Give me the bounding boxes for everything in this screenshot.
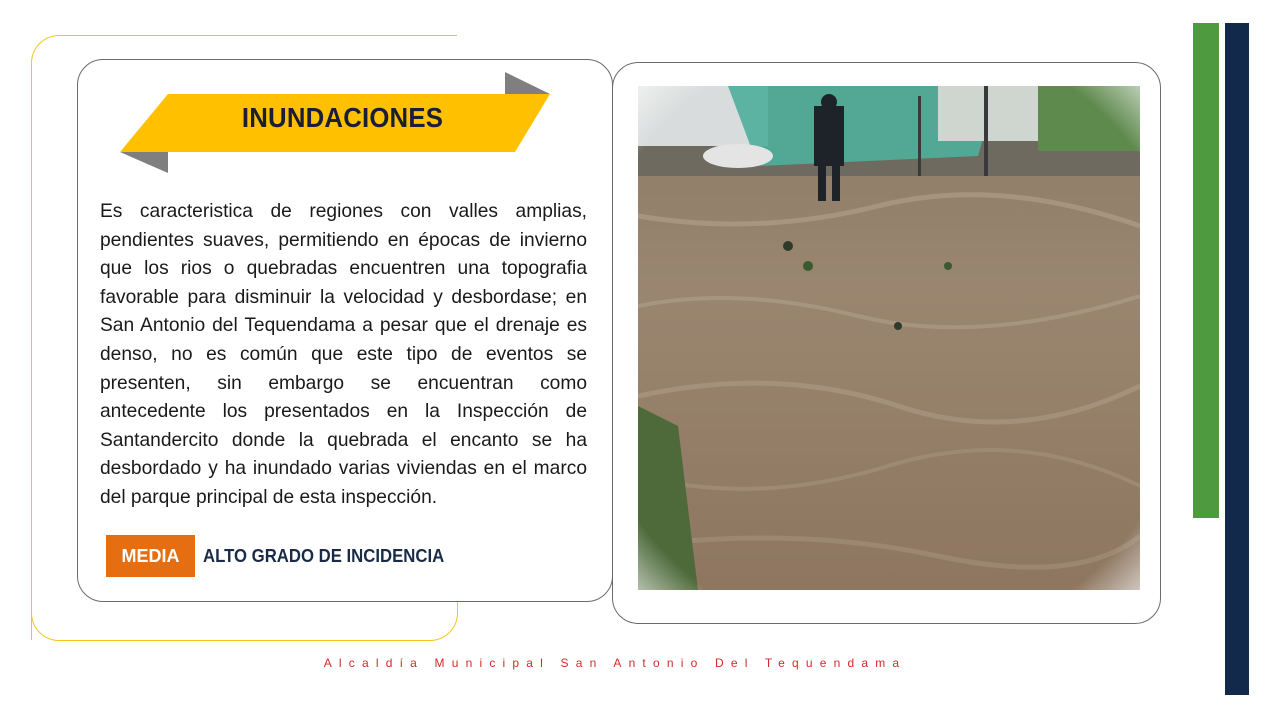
footer-text	[0, 656, 1250, 670]
incidence-label: ALTO GRADO DE INCIDENCIA	[203, 546, 445, 566]
slide-title: INUNDACIONES	[241, 102, 444, 133]
body-paragraph: Es caracteristica de regiones con valles amplias, pendientes suaves, permitiendo en épocas de invierno que los rios o quebradas encuentren una topografia favorable para disminuir la velocidad y desbordase; en San Antonio del Tequendama a pesar que el drenaje es denso, no es común que este tipo de eventos se presenten, sin embargo se encuentran como antecedente los presentados en la Inspección de Santandercito donde la quebrada el encanto se ha desbordado y ha inundado varias viviendas en el marco del parque principal de esta inspección.	[100, 201, 587, 508]
decorative-navy-bar	[1225, 23, 1249, 695]
banner-fold-left	[120, 152, 168, 173]
flood-photo-illustration	[638, 86, 1140, 590]
banner-fold-right	[505, 72, 550, 94]
footer-label: Alcaldía Municipal San Antonio Del Tequendama	[323, 656, 907, 670]
decorative-green-bar	[1193, 23, 1219, 518]
flood-photo	[638, 86, 1140, 590]
level-badge: MEDIA	[106, 535, 195, 577]
